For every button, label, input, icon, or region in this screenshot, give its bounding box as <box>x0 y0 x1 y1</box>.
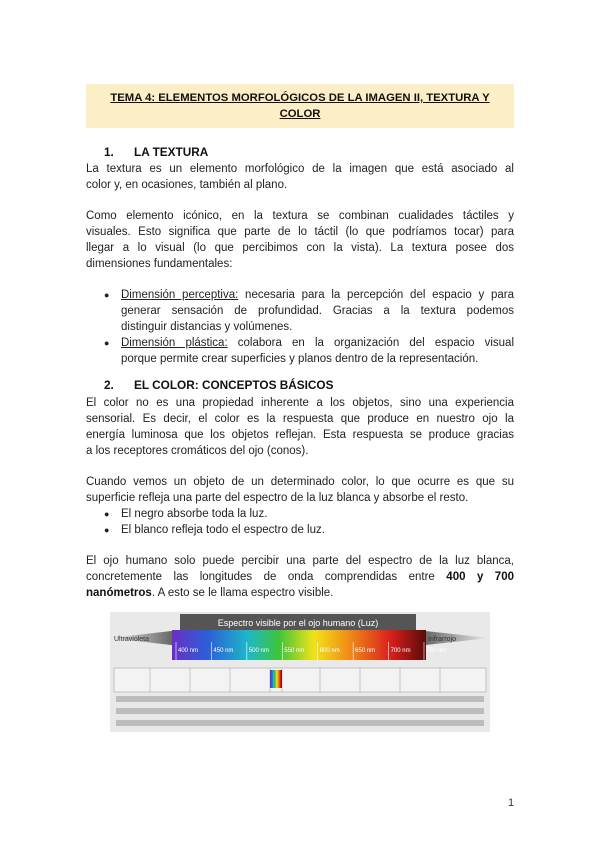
s2-p3-line-1: El ojo humano solo puede percibir una parte del espectro de la luz blanca, <box>86 555 514 567</box>
bullet-dot: ● <box>104 338 110 348</box>
page-number: 1 <box>508 797 515 809</box>
bullet-dot: ● <box>104 290 110 300</box>
s2-p3-line-3 <box>86 585 514 601</box>
s2-p1-line-4: a los receptores cromáticos del ojo (conos). <box>86 445 309 457</box>
scale-rows <box>116 696 484 726</box>
section-2-number: 2. <box>104 378 114 392</box>
s1-p1-line-2: color y, en ocasiones, también al plano. <box>86 179 288 191</box>
spectrum-gradient <box>172 630 426 660</box>
s2-p2-line-2: superficie refleja una parte del espectro de la luz blanca y absorbe el resto. <box>86 492 469 504</box>
spectrum-title: Espectro visible por el ojo humano (Luz) <box>217 618 379 628</box>
visible-band-marker <box>270 670 282 688</box>
s2-p3-text: concretemente las longitudes de onda comprendidas entre <box>86 571 447 583</box>
s1-p2-line-4: dimensiones fundamentales: <box>86 258 233 270</box>
s2-p1-line-2: sensorial. Es decir, el color es la respuesta que produce en nuestro ojo la <box>86 413 514 425</box>
nm-tick-label: 600 nm <box>319 648 340 654</box>
nm-tick-label: 750 nm <box>426 648 447 654</box>
bullet-term: Dimensión plástica: <box>121 337 228 349</box>
s1-bullet-2-line-2: porque permite crear superficies y planos dentro de la representación. <box>121 353 479 365</box>
bullet-text: necesaria para la percepción del espacio y para <box>238 289 514 301</box>
section-1-title: LA TEXTURA <box>134 145 209 159</box>
title-line-1: TEMA 4: ELEMENTOS MORFOLÓGICOS DE LA IMAGEN II, TEXTURA Y <box>110 92 490 104</box>
s1-p2-line-1: Como elemento icónico, en la textura se combinan cualidades táctiles y <box>86 210 514 222</box>
s1-bullet-1-line-2: generar sensación de profundidad. Gracias a la textura podemos <box>121 305 514 317</box>
s2-p1-line-1: El color no es una propiedad inherente a los objetos, sino una experiencia <box>86 397 514 409</box>
bullet-dot: ● <box>104 525 110 535</box>
s2-p1-line-3: energía luminosa que los objetos reflejan. Esta respuesta se produce gracias <box>86 429 514 441</box>
section-1-heading <box>104 145 208 159</box>
visible-spectrum-figure <box>110 612 490 732</box>
s2-p3-bold-unit: nanómetros <box>86 587 152 599</box>
s1-p2-line-3: llegar a lo visual (lo que percibimos con la vista). La textura posee dos <box>86 242 514 254</box>
section-2-heading <box>104 378 333 392</box>
section-1-number: 1. <box>104 145 114 159</box>
nm-tick-label: 500 nm <box>248 648 269 654</box>
s1-bullet-1-line-3: distinguir distancias y volúmenes. <box>121 321 293 333</box>
s1-p2-line-2: visuales. Esto significa que parte de lo táctil (lo que podríamos tocar) para <box>86 226 514 238</box>
nm-tick-label: 550 nm <box>284 648 305 654</box>
s2-bullet-1: El negro absorbe toda la luz. <box>121 508 268 520</box>
bullet-text: colabora en la organización del espacio visual <box>227 337 514 349</box>
nm-tick-label: 400 nm <box>178 648 199 654</box>
s2-p3-text-end: . A esto se le llama espectro visible. <box>151 587 334 599</box>
s1-bullet-1-line-1 <box>121 287 514 303</box>
ultraviolet-label: Ultravioleta <box>114 636 150 643</box>
bullet-term: Dimensión perceptiva: <box>121 289 239 301</box>
s2-p3-bold-range: 400 y 700 <box>446 571 514 583</box>
bullet-dot: ● <box>104 509 110 519</box>
nm-tick-label: 700 nm <box>390 648 411 654</box>
title-line-2: COLOR <box>279 108 321 120</box>
radiation-bands-table <box>114 668 486 692</box>
s2-p2-line-1: Cuando vemos un objeto de un determinado color, lo que ocurre es que su <box>86 476 514 488</box>
nm-tick-label: 650 nm <box>355 648 376 654</box>
title-banner <box>86 84 514 128</box>
s1-bullet-2-line-1 <box>121 335 514 351</box>
infrared-label: Infrarrojo <box>428 636 457 643</box>
s2-p3-line-2 <box>86 569 514 585</box>
s1-p1-line-1: La textura es un elemento morfológico de la imagen que está asociado al <box>86 163 514 175</box>
section-2-title: EL COLOR: CONCEPTOS BÁSICOS <box>134 378 334 392</box>
nm-tick-label: 450 nm <box>213 648 234 654</box>
s2-bullet-2: El blanco refleja todo el espectro de luz. <box>121 524 325 536</box>
